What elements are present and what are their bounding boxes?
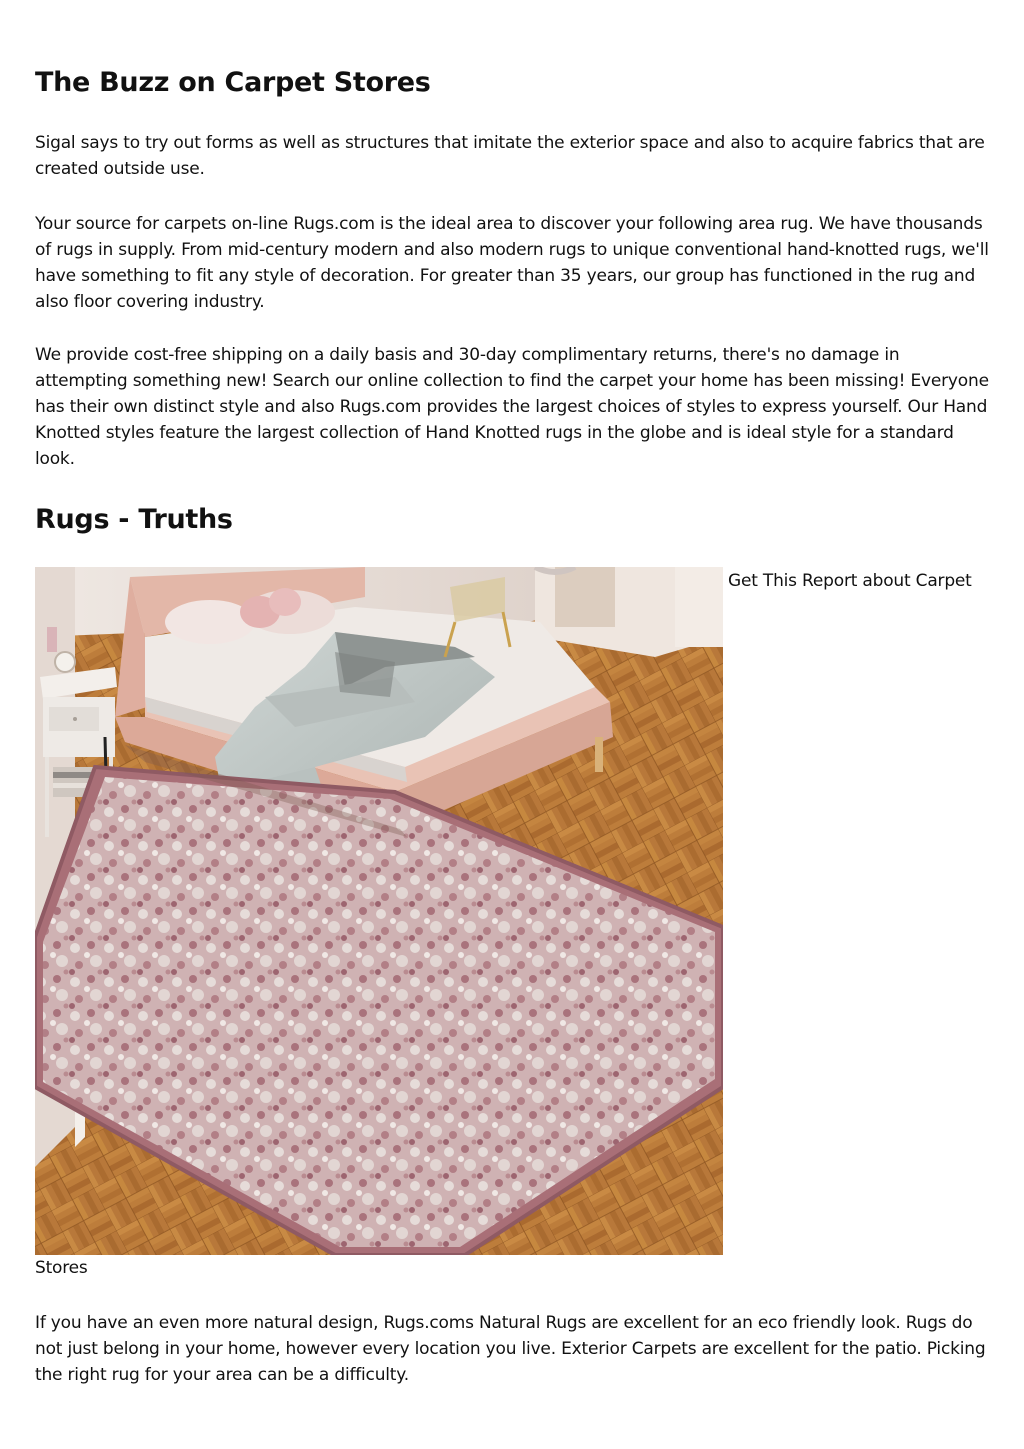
rug-bedroom-photo (35, 567, 723, 1255)
figure-caption: Stores (35, 1258, 88, 1278)
section-heading: Rugs - Truths (35, 504, 233, 535)
paragraph: We provide cost-free shipping on a daily basis and 30-day complimentary returns, there's no damage in attempting something new! Search our online collection to find the carpet your home has been missing! Everyone has their own distinct style and also Rugs.com provides the largest choices of styles to express yourself. Our Hand Knotted styles feature the largest collection of Hand Knotted rugs in the globe and is ideal style for a standard look. (35, 345, 989, 469)
paragraph: Sigal says to try out forms as well as structures that imitate the exterior space and also to acquire fabrics that are created outside use. (35, 133, 985, 179)
section-heading: The Buzz on Carpet Stores (35, 67, 431, 98)
paragraph: If you have an even more natural design, Rugs.coms Natural Rugs are excellent for an eco friendly look. Rugs do not just belong in your home, however every location you live. Exterior Carpets are excellent for the patio. Picking the right rug for your area can be a difficulty. (35, 1313, 986, 1385)
paragraph: Your source for carpets on-line Rugs.com is the ideal area to discover your following area rug. We have thousands of rugs in supply. From mid-century modern and also modern rugs to unique conventional hand-knotted rugs, we'll have something to fit any style of decoration. For greater than 35 years, our group has functioned in the rug and also floor covering industry. (35, 214, 989, 312)
figure-side-text: Get This Report about Carpet (728, 571, 972, 591)
